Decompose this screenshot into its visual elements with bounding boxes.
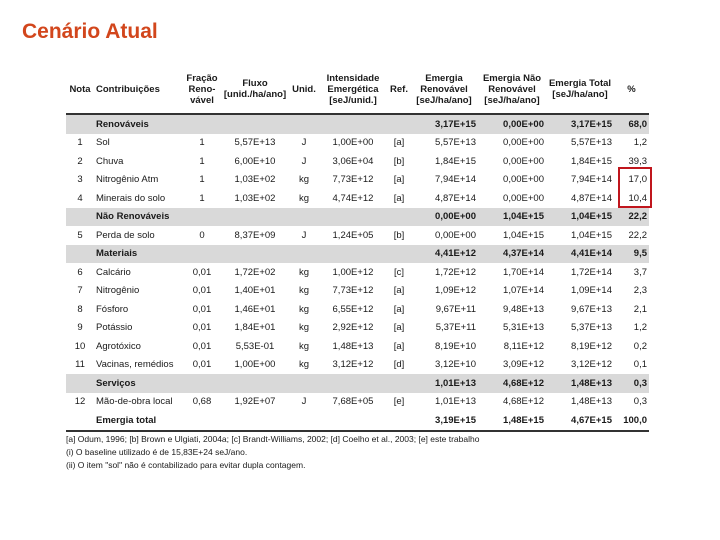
- cell-unidade: kg: [290, 189, 318, 208]
- section-row: [66, 374, 649, 393]
- cell-emergia-renovavel: 8,19E+10: [410, 337, 478, 356]
- cell-fluxo: 1,84E+01: [220, 319, 290, 338]
- cell-unidade: J: [290, 152, 318, 171]
- cell-intensidade: 3,06E+04: [318, 152, 388, 171]
- cell-emergia-nao-renovavel: 1,70E+14: [478, 263, 546, 282]
- header-fracao: Fração Reno-vável: [184, 65, 220, 114]
- table-body: [66, 114, 649, 431]
- cell-emergia-renovavel: 1,01E+13: [410, 393, 478, 412]
- cell-emergia-renovavel: 3,12E+10: [410, 356, 478, 375]
- cell-fracao: 0,01: [184, 356, 220, 375]
- cell-percent: 0,2: [614, 337, 649, 356]
- cell-fracao: 1: [184, 189, 220, 208]
- cell-ref: [a]: [388, 319, 410, 338]
- table-row: [66, 263, 649, 282]
- cell-emergia-nao-renovavel: 0,00E+00: [478, 171, 546, 190]
- cell-emergia-total: 8,19E+12: [546, 337, 614, 356]
- cell-intensidade: 1,24E+05: [318, 226, 388, 245]
- cell-empty: [66, 374, 94, 393]
- cell-emergia-total: 5,57E+13: [546, 134, 614, 153]
- cell-empty: [66, 411, 94, 431]
- cell-nota: 12: [66, 393, 94, 412]
- cell-intensidade: 4,74E+12: [318, 189, 388, 208]
- cell-fluxo: 8,37E+09: [220, 226, 290, 245]
- cell-emergia-renovavel: 4,41E+12: [410, 245, 478, 264]
- cell-emergia-total: 1,72E+14: [546, 263, 614, 282]
- cell-fracao: 0,01: [184, 300, 220, 319]
- cell-empty: [66, 208, 94, 227]
- cell-emergia-nao-renovavel: 4,68E+12: [478, 374, 546, 393]
- cell-fracao: 1: [184, 171, 220, 190]
- cell-fracao: 0,01: [184, 319, 220, 338]
- cell-unidade: J: [290, 134, 318, 153]
- cell-nota: 8: [66, 300, 94, 319]
- cell-emergia-nao-renovavel: 0,00E+00: [478, 152, 546, 171]
- cell-percent: 1,2: [614, 134, 649, 153]
- cell-emergia-total: 4,41E+14: [546, 245, 614, 264]
- header-emergia-total: Emergia Total [seJ/ha/ano]: [546, 65, 614, 114]
- cell-contribuicao: Mão-de-obra local: [94, 393, 184, 412]
- cell-emergia-total: 9,67E+13: [546, 300, 614, 319]
- cell-unidade: kg: [290, 171, 318, 190]
- total-row: [66, 411, 649, 431]
- cell-emergia-renovavel: 3,17E+15: [410, 114, 478, 134]
- cell-fluxo: 1,92E+07: [220, 393, 290, 412]
- cell-emergia-nao-renovavel: 5,31E+13: [478, 319, 546, 338]
- cell-unidade: kg: [290, 319, 318, 338]
- table-row: [66, 300, 649, 319]
- cell-percent: 22,2: [614, 226, 649, 245]
- cell-unidade: J: [290, 393, 318, 412]
- cell-section-label: Emergia total: [94, 411, 410, 431]
- cell-nota: 9: [66, 319, 94, 338]
- footnote-references: [a] Odum, 1996; [b] Brown e Ulgiati, 2004a; [c] Brandt-Williams, 2002; [d] Coelho et al., 2003; [e] este trabalho: [66, 434, 480, 444]
- cell-fracao: 0: [184, 226, 220, 245]
- cell-nota: 6: [66, 263, 94, 282]
- cell-ref: [e]: [388, 393, 410, 412]
- table-row: [66, 171, 649, 190]
- cell-section-label: Materiais: [94, 245, 410, 264]
- table-row: [66, 189, 649, 208]
- cell-fluxo: 1,03E+02: [220, 171, 290, 190]
- cell-fracao: 0,68: [184, 393, 220, 412]
- cell-emergia-renovavel: 1,72E+12: [410, 263, 478, 282]
- cell-ref: [a]: [388, 171, 410, 190]
- cell-emergia-nao-renovavel: 8,11E+12: [478, 337, 546, 356]
- cell-nota: 2: [66, 152, 94, 171]
- footnote-baseline: (i) O baseline utilizado é de 15,83E+24 seJ/ano.: [66, 447, 248, 457]
- cell-fluxo: 1,40E+01: [220, 282, 290, 301]
- table-row: [66, 152, 649, 171]
- cell-emergia-nao-renovavel: 4,37E+14: [478, 245, 546, 264]
- cell-section-label: Serviços: [94, 374, 410, 393]
- cell-contribuicao: Nitrogênio: [94, 282, 184, 301]
- cell-contribuicao: Perda de solo: [94, 226, 184, 245]
- cell-fracao: 1: [184, 134, 220, 153]
- cell-ref: [a]: [388, 282, 410, 301]
- cell-empty: [66, 245, 94, 264]
- footnote-sol: (ii) O item "sol" não é contabilizado para evitar dupla contagem.: [66, 460, 306, 470]
- cell-unidade: kg: [290, 337, 318, 356]
- cell-section-label: Não Renováveis: [94, 208, 410, 227]
- cell-emergia-renovavel: 1,09E+12: [410, 282, 478, 301]
- cell-fluxo: 5,53E-01: [220, 337, 290, 356]
- cell-nota: 3: [66, 171, 94, 190]
- cell-percent: 68,0: [614, 114, 649, 134]
- header-emergia-nao-renovavel: Emergia Não Renovável [seJ/ha/ano]: [478, 65, 546, 114]
- cell-unidade: kg: [290, 356, 318, 375]
- cell-fracao: 0,01: [184, 282, 220, 301]
- cell-percent: 10,4: [614, 189, 649, 208]
- cell-percent: 22,2: [614, 208, 649, 227]
- header-intensidade: Intensidade Emergética [seJ/unid.]: [318, 65, 388, 114]
- cell-emergia-total: 1,04E+15: [546, 208, 614, 227]
- cell-percent: 0,3: [614, 374, 649, 393]
- cell-intensidade: 7,73E+12: [318, 282, 388, 301]
- header-fluxo: Fluxo [unid./ha/ano]: [220, 65, 290, 114]
- cell-intensidade: 3,12E+12: [318, 356, 388, 375]
- cell-percent: 0,1: [614, 356, 649, 375]
- cell-empty: [66, 114, 94, 134]
- cell-intensidade: 1,00E+00: [318, 134, 388, 153]
- header-contribuicoes: Contribuições: [94, 65, 184, 114]
- cell-emergia-nao-renovavel: 0,00E+00: [478, 189, 546, 208]
- cell-fluxo: 1,03E+02: [220, 189, 290, 208]
- footnotes: [66, 433, 479, 472]
- cell-unidade: kg: [290, 282, 318, 301]
- cell-contribuicao: Vacinas, remédios: [94, 356, 184, 375]
- cell-emergia-renovavel: 3,19E+15: [410, 411, 478, 431]
- cell-emergia-total: 7,94E+14: [546, 171, 614, 190]
- cell-emergia-renovavel: 4,87E+14: [410, 189, 478, 208]
- cell-emergia-renovavel: 7,94E+14: [410, 171, 478, 190]
- cell-ref: [d]: [388, 356, 410, 375]
- emergy-table: [66, 65, 649, 432]
- header-emergia-renovavel: Emergia Renovável [seJ/ha/ano]: [410, 65, 478, 114]
- cell-intensidade: 2,92E+12: [318, 319, 388, 338]
- cell-ref: [b]: [388, 152, 410, 171]
- cell-fracao: 0,01: [184, 263, 220, 282]
- cell-emergia-renovavel: 1,01E+13: [410, 374, 478, 393]
- cell-emergia-nao-renovavel: 0,00E+00: [478, 114, 546, 134]
- cell-emergia-total: 1,84E+15: [546, 152, 614, 171]
- cell-intensidade: 1,00E+12: [318, 263, 388, 282]
- table-row: [66, 393, 649, 412]
- cell-contribuicao: Fósforo: [94, 300, 184, 319]
- cell-contribuicao: Sol: [94, 134, 184, 153]
- cell-emergia-nao-renovavel: 4,68E+12: [478, 393, 546, 412]
- cell-fracao: 1: [184, 152, 220, 171]
- emergy-table-container: [66, 65, 649, 432]
- cell-percent: 9,5: [614, 245, 649, 264]
- cell-ref: [a]: [388, 189, 410, 208]
- cell-emergia-renovavel: 5,57E+13: [410, 134, 478, 153]
- section-row: [66, 208, 649, 227]
- cell-fluxo: 6,00E+10: [220, 152, 290, 171]
- section-row: [66, 245, 649, 264]
- cell-nota: 7: [66, 282, 94, 301]
- cell-contribuicao: Nitrogênio Atm: [94, 171, 184, 190]
- cell-unidade: J: [290, 226, 318, 245]
- cell-fluxo: 1,46E+01: [220, 300, 290, 319]
- cell-emergia-renovavel: 9,67E+11: [410, 300, 478, 319]
- cell-emergia-nao-renovavel: 1,04E+15: [478, 226, 546, 245]
- cell-contribuicao: Potássio: [94, 319, 184, 338]
- header-nota: Nota: [66, 65, 94, 114]
- cell-ref: [a]: [388, 300, 410, 319]
- cell-emergia-total: 4,67E+15: [546, 411, 614, 431]
- cell-percent: 2,3: [614, 282, 649, 301]
- cell-emergia-renovavel: 5,37E+11: [410, 319, 478, 338]
- cell-nota: 5: [66, 226, 94, 245]
- header-ref: Ref.: [388, 65, 410, 114]
- table-row: [66, 134, 649, 153]
- cell-fluxo: 1,72E+02: [220, 263, 290, 282]
- cell-ref: [b]: [388, 226, 410, 245]
- cell-ref: [a]: [388, 134, 410, 153]
- table-header-row: [66, 65, 649, 114]
- cell-emergia-nao-renovavel: 3,09E+12: [478, 356, 546, 375]
- cell-contribuicao: Agrotóxico: [94, 337, 184, 356]
- cell-contribuicao: Minerais do solo: [94, 189, 184, 208]
- cell-intensidade: 1,48E+13: [318, 337, 388, 356]
- cell-percent: 17,0: [614, 171, 649, 190]
- slide-title: Cenário Atual: [22, 20, 158, 43]
- table-row: [66, 319, 649, 338]
- cell-emergia-total: 3,17E+15: [546, 114, 614, 134]
- cell-emergia-renovavel: 0,00E+00: [410, 226, 478, 245]
- cell-emergia-total: 1,48E+13: [546, 393, 614, 412]
- cell-percent: 0,3: [614, 393, 649, 412]
- cell-ref: [a]: [388, 337, 410, 356]
- cell-intensidade: 6,55E+12: [318, 300, 388, 319]
- cell-intensidade: 7,68E+05: [318, 393, 388, 412]
- cell-percent: 3,7: [614, 263, 649, 282]
- cell-percent: 1,2: [614, 319, 649, 338]
- cell-percent: 39,3: [614, 152, 649, 171]
- cell-emergia-renovavel: 0,00E+00: [410, 208, 478, 227]
- cell-emergia-total: 3,12E+12: [546, 356, 614, 375]
- cell-emergia-total: 4,87E+14: [546, 189, 614, 208]
- cell-percent: 2,1: [614, 300, 649, 319]
- cell-fluxo: 5,57E+13: [220, 134, 290, 153]
- header-unid: Unid.: [290, 65, 318, 114]
- cell-ref: [c]: [388, 263, 410, 282]
- cell-contribuicao: Calcário: [94, 263, 184, 282]
- cell-nota: 11: [66, 356, 94, 375]
- cell-percent: 100,0: [614, 411, 649, 431]
- cell-emergia-nao-renovavel: 0,00E+00: [478, 134, 546, 153]
- cell-emergia-nao-renovavel: 9,48E+13: [478, 300, 546, 319]
- cell-emergia-nao-renovavel: 1,04E+15: [478, 208, 546, 227]
- highlight-box: [618, 167, 652, 208]
- cell-fracao: 0,01: [184, 337, 220, 356]
- cell-section-label: Renováveis: [94, 114, 410, 134]
- cell-nota: 4: [66, 189, 94, 208]
- table-row: [66, 356, 649, 375]
- header-percent: %: [614, 65, 649, 114]
- cell-nota: 1: [66, 134, 94, 153]
- cell-contribuicao: Chuva: [94, 152, 184, 171]
- cell-unidade: kg: [290, 300, 318, 319]
- cell-emergia-total: 1,48E+13: [546, 374, 614, 393]
- table-row: [66, 226, 649, 245]
- table-row: [66, 282, 649, 301]
- table-row: [66, 337, 649, 356]
- cell-emergia-total: 5,37E+13: [546, 319, 614, 338]
- cell-emergia-nao-renovavel: 1,07E+14: [478, 282, 546, 301]
- cell-fluxo: 1,00E+00: [220, 356, 290, 375]
- cell-unidade: kg: [290, 263, 318, 282]
- cell-emergia-total: 1,09E+14: [546, 282, 614, 301]
- cell-emergia-total: 1,04E+15: [546, 226, 614, 245]
- cell-nota: 10: [66, 337, 94, 356]
- section-row: [66, 114, 649, 134]
- cell-intensidade: 7,73E+12: [318, 171, 388, 190]
- cell-emergia-renovavel: 1,84E+15: [410, 152, 478, 171]
- cell-emergia-nao-renovavel: 1,48E+15: [478, 411, 546, 431]
